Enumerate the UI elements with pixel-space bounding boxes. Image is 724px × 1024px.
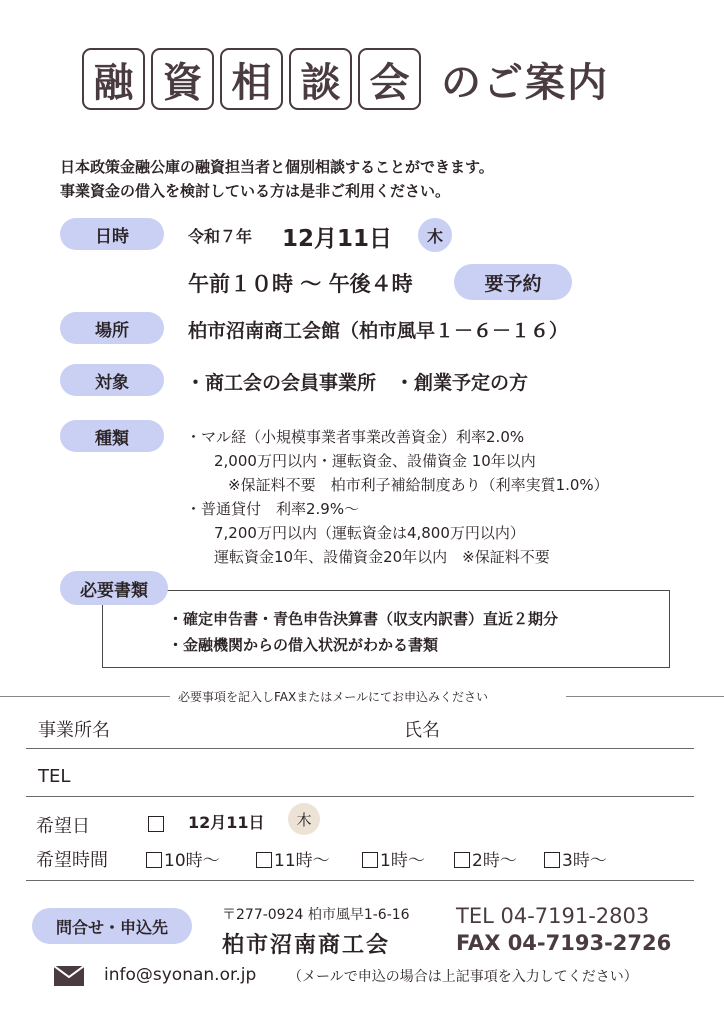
title-char: 融 xyxy=(82,48,145,110)
contact-address: 〒277-0924 柏市風早1-6-16 xyxy=(222,907,410,923)
time-option-label: 11時～ xyxy=(274,851,330,871)
email-note: （メールで申込の場合は上記事項を入力してください） xyxy=(288,969,638,985)
title-char: 資 xyxy=(151,48,214,110)
place-value: 柏市沼南商工会館（柏市風早１－６－１６） xyxy=(188,320,569,342)
documents-label: 必要書類 xyxy=(60,571,168,605)
tel-label: TEL xyxy=(38,766,71,787)
types-label: 種類 xyxy=(60,420,164,452)
weekday-text: 木 xyxy=(296,810,312,829)
time-option-2[interactable] xyxy=(454,846,517,871)
form-instruction: 必要事項を記入しFAXまたはメールにてお申込みください xyxy=(178,690,488,704)
target-label: 対象 xyxy=(60,364,164,396)
divider xyxy=(0,696,170,697)
reservation-badge: 要予約 xyxy=(454,264,572,300)
types-line: 運転資金10年、設備資金20年以内 ※保証料不要 xyxy=(214,548,550,566)
types-line: 2,000万円以内・運転資金、設備資金 10年以内 xyxy=(214,452,536,470)
intro-line-1: 日本政策金融公庫の融資担当者と個別相談することができます。 xyxy=(60,158,494,176)
time-option-1[interactable] xyxy=(362,846,425,871)
contact-email[interactable]: info@syonan.or.jp xyxy=(104,965,257,985)
title-char: 相 xyxy=(220,48,283,110)
time-option-10[interactable] xyxy=(146,846,220,871)
desired-date-checkbox[interactable] xyxy=(148,816,164,832)
title-char: 会 xyxy=(358,48,421,110)
name-label: 氏名 xyxy=(404,720,440,741)
mail-icon xyxy=(54,966,84,986)
documents-box xyxy=(102,590,670,668)
types-line: 7,200万円以内（運転資金は4,800万円以内） xyxy=(214,524,525,542)
time-checkbox[interactable] xyxy=(544,852,560,868)
time-option-11[interactable] xyxy=(256,846,330,871)
target-value: ・商工会の会員事業所 ・創業予定の方 xyxy=(186,372,529,394)
types-line: ・普通貸付 利率2.9%～ xyxy=(186,500,360,518)
time-option-label: 3時～ xyxy=(562,851,607,871)
weekday-badge xyxy=(288,803,320,835)
time-checkbox[interactable] xyxy=(256,852,272,868)
title-tail: のご案内 xyxy=(441,59,609,106)
datetime-era: 令和７年 xyxy=(188,227,253,246)
datetime-date: 12月11日 xyxy=(282,226,393,252)
title-char: 談 xyxy=(289,48,352,110)
datetime-label: 日時 xyxy=(60,218,164,250)
contact-org: 柏市沼南商工会 xyxy=(222,933,391,958)
time-option-3[interactable] xyxy=(544,846,607,871)
documents-item: ・金融機関からの借入状況がわかる書類 xyxy=(168,636,439,654)
intro-line-2: 事業資金の借入を検討している方は是非ご利用ください。 xyxy=(60,182,451,200)
types-line: ※保証料不要 柏市利子補給制度あり（利率実質1.0%） xyxy=(228,476,609,494)
time-checkbox[interactable] xyxy=(454,852,470,868)
time-option-label: 10時～ xyxy=(164,851,220,871)
place-label: 場所 xyxy=(60,312,164,344)
desired-date-value: 12月11日 xyxy=(188,813,265,832)
business-name-label: 事業所名 xyxy=(38,720,110,741)
divider xyxy=(26,748,694,749)
weekday-badge xyxy=(418,218,452,252)
contact-fax: FAX 04-7193-2726 xyxy=(456,931,672,955)
time-checkbox[interactable] xyxy=(146,852,162,868)
divider xyxy=(26,880,694,881)
time-checkbox[interactable] xyxy=(362,852,378,868)
weekday-text: 木 xyxy=(426,226,443,246)
page-title xyxy=(82,48,609,110)
types-line: ・マル経（小規模事業者事業改善資金）利率2.0% xyxy=(186,428,525,446)
divider xyxy=(566,696,724,697)
contact-label: 問合せ・申込先 xyxy=(32,908,192,944)
desired-date-label: 希望日 xyxy=(36,816,90,837)
time-option-label: 1時～ xyxy=(380,851,425,871)
datetime-time: 午前１０時 ～ 午後４時 xyxy=(188,272,413,296)
contact-tel: TEL 04-7191-2803 xyxy=(456,904,650,928)
time-option-label: 2時～ xyxy=(472,851,517,871)
documents-item: ・確定申告書・青色申告決算書（収支内訳書）直近２期分 xyxy=(168,610,559,628)
desired-time-label: 希望時間 xyxy=(36,850,108,871)
divider xyxy=(26,796,694,797)
